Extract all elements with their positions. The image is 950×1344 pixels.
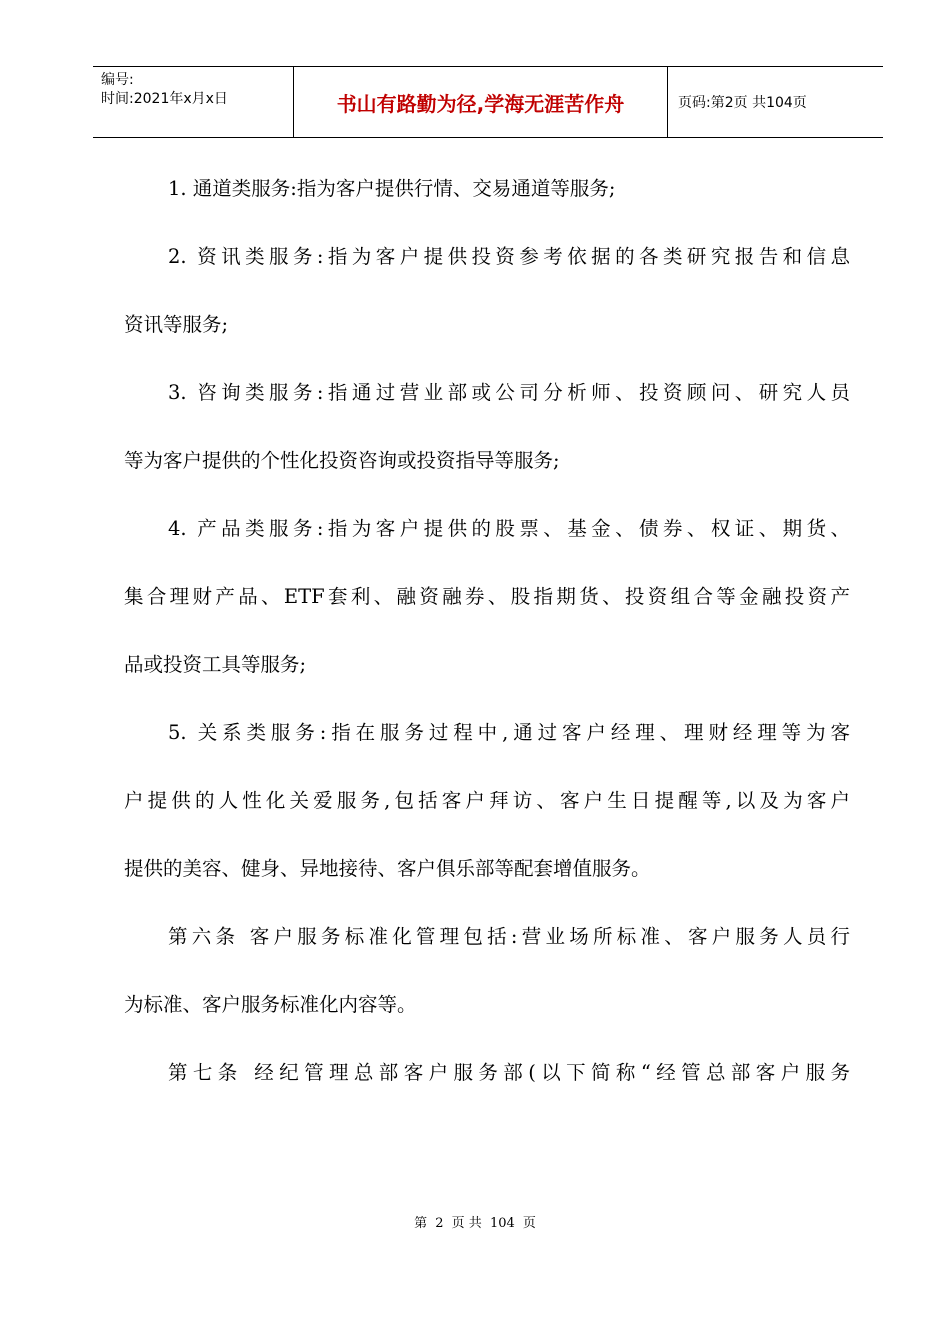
header-motto: 书山有路勤为径,学海无涯苦作舟 bbox=[294, 67, 668, 137]
footer-mid: 页 共 bbox=[451, 1216, 482, 1231]
text-line: 4. 产品类服务:指为客户提供的股票、基金、债券、权证、期货、 bbox=[168, 517, 850, 540]
text-line: 第六条 客户服务标准化管理包括:营业场所标准、客户服务人员行 bbox=[168, 925, 850, 948]
text-line: 等为客户提供的个性化投资咨询或投资指导等服务; bbox=[124, 449, 560, 472]
document-number-label: 编号: bbox=[101, 72, 134, 88]
footer-suffix: 页 bbox=[522, 1216, 536, 1231]
footer-total-pages: 104 bbox=[489, 1216, 515, 1231]
text-line: 5. 关系类服务:指在服务过程中,通过客户经理、理财经理等为客 bbox=[168, 721, 850, 744]
text-line: 3. 咨询类服务:指通过营业部或公司分析师、投资顾问、研究人员 bbox=[168, 381, 850, 404]
text-line: 品或投资工具等服务; bbox=[124, 653, 307, 676]
text-line: 资讯等服务; bbox=[124, 313, 229, 336]
header-meta bbox=[93, 67, 294, 137]
text-line: 2. 资讯类服务:指为客户提供投资参考依据的各类研究报告和信息 bbox=[168, 245, 850, 268]
page-header bbox=[93, 66, 883, 138]
text-line: 提供的美容、健身、异地接待、客户俱乐部等配套增值服务。 bbox=[124, 857, 651, 880]
text-line: 为标准、客户服务标准化内容等。 bbox=[124, 993, 417, 1016]
text-line: 集合理财产品、ETF套利、融资融券、股指期货、投资组合等金融投资产 bbox=[124, 585, 850, 608]
document-time-label: 时间:2021年x月x日 bbox=[101, 91, 228, 107]
footer-page-number: 2 bbox=[435, 1216, 444, 1231]
document-body bbox=[124, 160, 850, 1112]
text-line: 户提供的人性化关爱服务,包括客户拜访、客户生日提醒等,以及为客户 bbox=[124, 789, 850, 812]
text-line: 1. 通道类服务:指为客户提供行情、交易通道等服务; bbox=[168, 177, 616, 200]
header-page-info: 页码:第2页 共104页 bbox=[678, 95, 807, 111]
text-line: 第七条 经纪管理总部客户服务部(以下简称“经管总部客户服务 bbox=[168, 1061, 850, 1084]
page-footer bbox=[0, 1212, 950, 1231]
footer-prefix: 第 bbox=[414, 1216, 428, 1231]
